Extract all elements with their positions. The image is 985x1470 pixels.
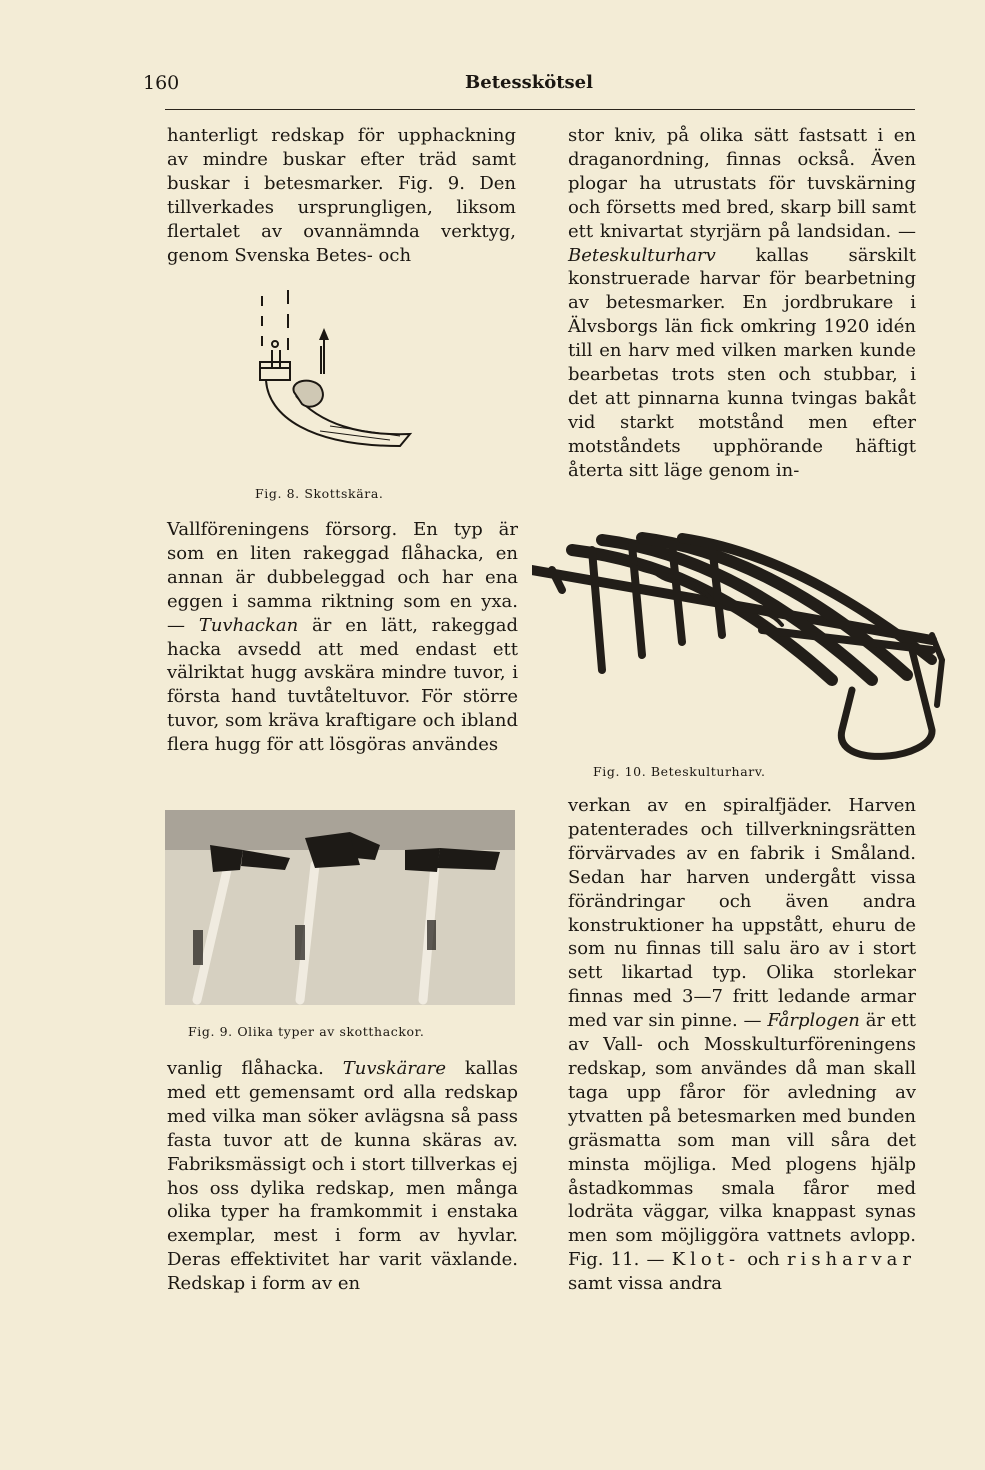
left-paragraph-2-text-b: är en lätt, rakeggad hacka avsedd att med endast ett välriktat hugg avskära mindre tuvor, i första hand tuvtåteltuvor. För större tuvor, som kräva kraftigare och ibland flera hugg för att lösgöras användes bbox=[167, 614, 518, 756]
left-paragraph-3 bbox=[167, 1057, 518, 1296]
left-paragraph-1: hanterligt redskap för upphackning av mindre buskar efter träd samt buskar i betesmarker. Fig. 9. Den tillverkades ursprungligen, liksom flertalet av ovannämnda verktyg, genom Svenska Betes- och bbox=[167, 125, 516, 266]
figure-9-skotthackor-photo bbox=[165, 810, 515, 1005]
term-beteskulturharv: Beteskulturharv bbox=[568, 244, 716, 266]
left-paragraph-2 bbox=[167, 518, 518, 757]
left-column-middle bbox=[167, 518, 518, 757]
left-paragraph-2-text-a: Vallföreningens försorg. En typ är som en liten rakeggad flåhacka, en annan är dubbeleggad och har ena eggen i samma riktning som en yxa. — bbox=[167, 519, 518, 636]
right-paragraph-2 bbox=[568, 794, 916, 1296]
term-risharvar: risharvar bbox=[786, 1249, 916, 1271]
header-rule bbox=[165, 109, 915, 110]
right-paragraph-1-text-b: kallas särskilt konstruerade harvar för bearbetning av betesmarker. En jordbrukare i Älvsborgs län fick omkring 1920 idén till en harv med vilken marken kunde bearbetas trots sten och stubbar, i det att pinnarna kunna tvingas bakåt vid starkt motstånd men efter motståndets upphörande häftigt återta sitt läge genom in- bbox=[568, 244, 916, 481]
left-column-bottom bbox=[167, 1057, 518, 1296]
right-paragraph-2-text-a: verkan av en spiralfjäder. Harven patenterades och tillverkningsrätten förvärvades av en fabrik i Småland. Sedan har harven undergått vissa förändringar och även andra konstruktioner ha uppstått, ehuru de som nu finnas till salu äro av i stort sett likartad typ. Olika storlekar finnas med 3—7 fritt ledande armar med var sin pinne. — bbox=[568, 795, 916, 1032]
right-column-top bbox=[568, 124, 916, 483]
right-paragraph-1 bbox=[568, 124, 916, 483]
right-column-bottom bbox=[568, 794, 916, 1296]
right-paragraph-2-text-b: är ett av Vall- och Mosskulturföreningens redskap, som användes då man skall taga upp fåror för avledning av ytvatten på betesmarken med bunden gräsmatta som man vill såra det minsta möjliga. Med plogens hjälp åstadkommas smala fåror med lodräta väggar, vilka knappast synas men som möjliggöra vattnets avlopp. Fig. 11. — bbox=[568, 1010, 916, 1271]
left-paragraph-3-text-a: vanlig flåhacka. bbox=[167, 1058, 343, 1079]
page-header bbox=[143, 72, 915, 102]
figure-8-caption: Fig. 8. Skottskära. bbox=[255, 486, 384, 501]
figure-8-skottskara bbox=[250, 286, 420, 466]
term-tuvskarare: Tuvskärare bbox=[342, 1058, 447, 1079]
right-paragraph-2-text-c: samt vissa andra bbox=[568, 1273, 723, 1295]
left-paragraph-3-text-b: kallas med ett gemensamt ord alla redskap med vilka man söker avlägsna så pass fasta tuvor att de kunna skäras av. Fabriksmässigt och i stort tillverkas ej hos oss dylika redskap, men många olika typer ha framkommit i enstaka exemplar, mest i form av hyvlar. Deras effektivitet har varit växlande. Redskap i form av en bbox=[167, 1058, 518, 1295]
right-paragraph-1-text-a: stor kniv, på olika sätt fastsatt i en draganordning, finnas också. Även plogar ha utrustats för tuvskärning och försetts med bred, skarp bill samt ett knivartat styrjärn på landsidan. — bbox=[568, 125, 916, 242]
term-klot: Klot- bbox=[671, 1249, 741, 1271]
term-tuvhackan: Tuvhackan bbox=[198, 614, 299, 636]
right-paragraph-2-text-mid: och bbox=[740, 1249, 787, 1271]
figure-10-caption: Fig. 10. Beteskulturharv. bbox=[593, 764, 766, 779]
left-column-top bbox=[167, 124, 516, 267]
figure-9-caption: Fig. 9. Olika typer av skotthackor. bbox=[188, 1024, 425, 1039]
running-title: Betesskötsel bbox=[465, 72, 593, 93]
page-number: 160 bbox=[143, 72, 180, 94]
term-farplogen: Fårplogen bbox=[767, 1010, 860, 1032]
figure-10-beteskulturharv-photo bbox=[532, 530, 952, 790]
